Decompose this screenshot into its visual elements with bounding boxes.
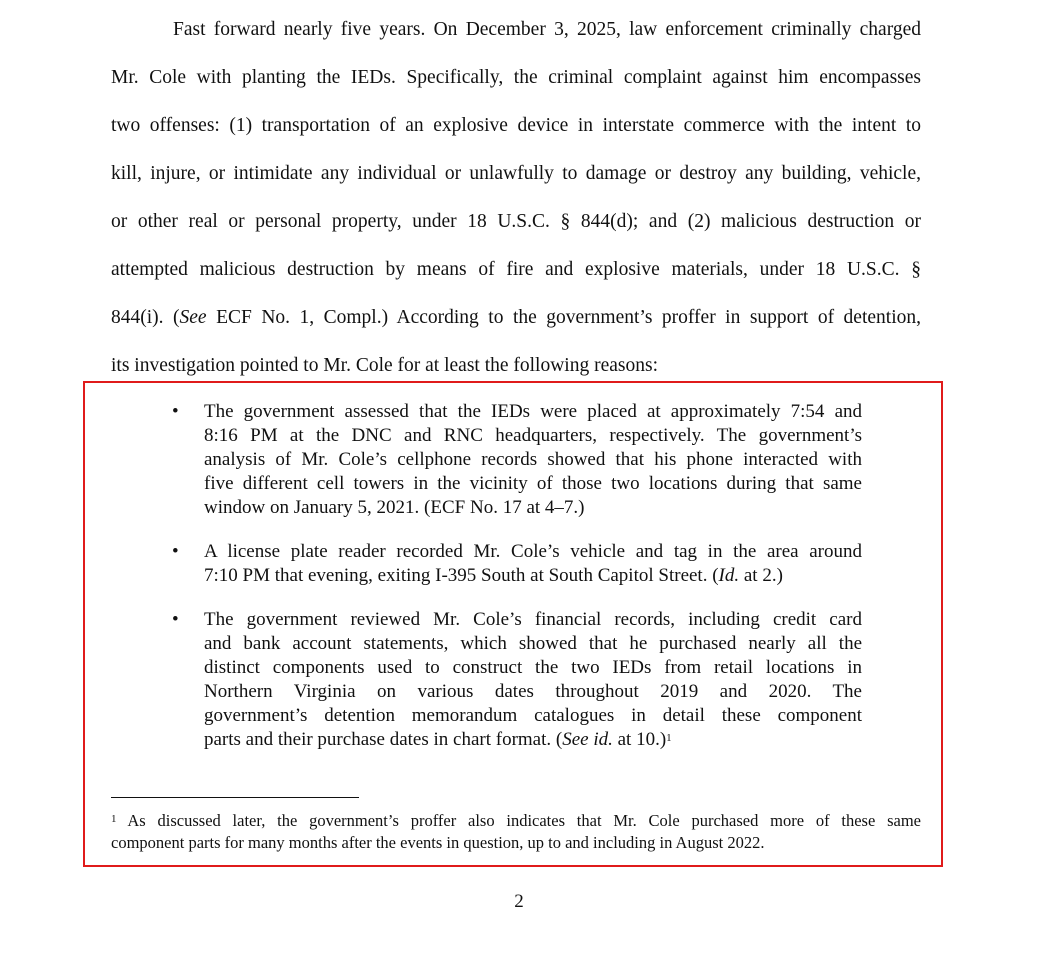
page-number: 2 <box>514 891 524 912</box>
paragraph-line: or other real or personal property, under 18 U.S.C. § 844(d); and (2) malicious destruction or <box>111 211 921 232</box>
bullet-line: 7:10 PM that evening, exiting I-395 South at South Capitol Street. (Id. at 2.) <box>204 565 783 586</box>
bullet-line: The government assessed that the IEDs were placed at approximately 7:54 and <box>204 401 862 422</box>
footnote-line: component parts for many months after the events in question, up to and including in August 2022. <box>111 833 765 852</box>
footnote-line <box>111 810 921 832</box>
paragraph-line: two offenses: (1) transportation of an explosive device in interstate commerce with the intent to <box>111 115 921 136</box>
bullet-item <box>172 608 862 752</box>
footnote-marker: 1 <box>111 813 117 825</box>
bullet-line: 8:16 PM at the DNC and RNC headquarters, respectively. The government’s <box>204 425 862 446</box>
bullet-line-text: parts and their purchase dates in chart format. (See id. at 10.) <box>204 729 667 750</box>
paragraph-line: 844(i). (See ECF No. 1, Compl.) According to the government’s proffer in support of detention, <box>111 307 921 328</box>
bullet-item <box>172 400 862 520</box>
paragraph-line: Mr. Cole with planting the IEDs. Specifically, the criminal complaint against him encompasses <box>111 67 921 88</box>
bullet-line <box>204 728 862 752</box>
bullet-line: government’s detention memorandum catalogues in detail these component <box>204 705 862 726</box>
paragraph-line: Fast forward nearly five years. On December 3, 2025, law enforcement criminally charged <box>173 19 921 40</box>
bullet-line: analysis of Mr. Cole’s cellphone records showed that his phone interacted with <box>204 449 862 470</box>
footnote-text: As discussed later, the government’s proffer also indicates that Mr. Cole purchased more of these same <box>127 811 921 830</box>
italic-signal: Id. <box>718 565 740 586</box>
bullet-line: Northern Virginia on various dates throughout 2019 and 2020. The <box>204 681 862 702</box>
paragraph-line: attempted malicious destruction by means of fire and explosive materials, under 18 U.S.C. § <box>111 259 921 280</box>
bullet-line: A license plate reader recorded Mr. Cole’s vehicle and tag in the area around <box>204 541 862 562</box>
italic-signal: See id. <box>562 729 613 750</box>
bullet-item <box>172 540 862 588</box>
bullet-dot-icon: • <box>172 609 179 630</box>
bullet-line: distinct components used to construct the two IEDs from retail locations in <box>204 657 862 678</box>
footnote <box>111 810 921 854</box>
body-paragraph <box>111 6 921 390</box>
paragraph-line: its investigation pointed to Mr. Cole for at least the following reasons: <box>111 355 658 376</box>
bullet-line: and bank account statements, which showed that he purchased nearly all the <box>204 633 862 654</box>
italic-signal: See <box>179 307 207 328</box>
footnote-separator <box>111 797 359 798</box>
bullet-list <box>172 400 862 772</box>
bullet-line: The government reviewed Mr. Cole’s financial records, including credit card <box>204 609 862 630</box>
paragraph-line: kill, injure, or intimidate any individual or unlawfully to damage or destroy any building, vehicle, <box>111 163 921 184</box>
bullet-line: five different cell towers in the vicinity of those two locations during that same <box>204 473 862 494</box>
bullet-line: window on January 5, 2021. (ECF No. 17 at 4–7.) <box>204 497 585 518</box>
bullet-dot-icon: • <box>172 401 179 422</box>
footnote-reference[interactable]: 1 <box>666 732 672 744</box>
bullet-dot-icon: • <box>172 541 179 562</box>
